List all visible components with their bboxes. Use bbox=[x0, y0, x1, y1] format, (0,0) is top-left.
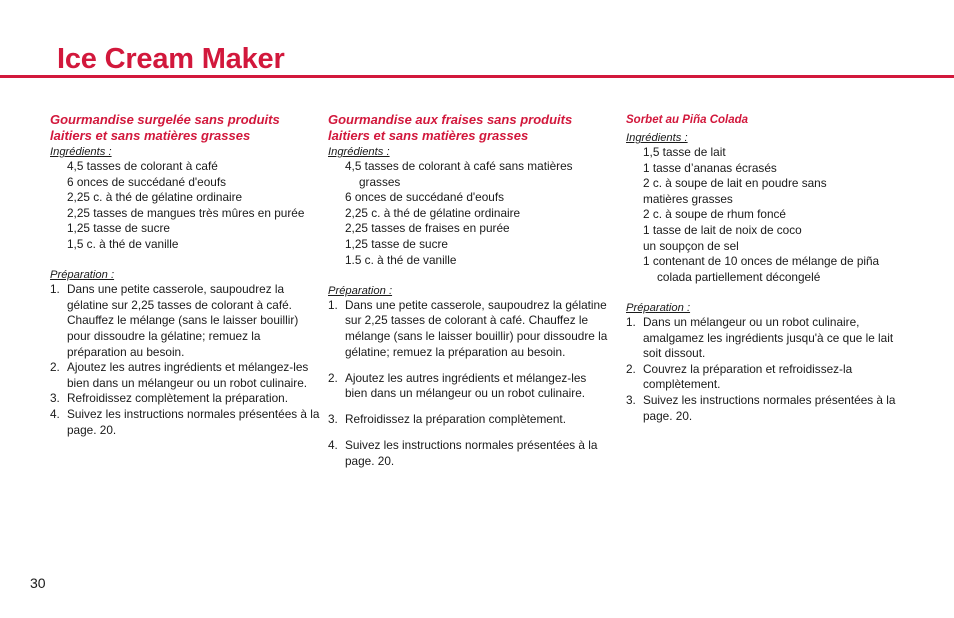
step-number: 2. bbox=[328, 370, 338, 385]
step-item bbox=[50, 407, 320, 438]
ingredient-item: matières grasses bbox=[643, 191, 733, 206]
ingredients-list bbox=[50, 159, 320, 253]
ingredient-item: 2 c. à soupe de lait en poudre sans bbox=[643, 176, 827, 191]
ingredient-item: 2,25 c. à thé de gélatine ordinaire bbox=[345, 205, 521, 220]
step-number: 2. bbox=[50, 360, 60, 375]
ingredients-label: Ingrédients : bbox=[50, 146, 112, 158]
ingredients-label: Ingrédients : bbox=[626, 132, 688, 144]
page-number: 30 bbox=[30, 575, 46, 591]
ingredient-item: 1 tasse d’ananas écrasés bbox=[643, 160, 777, 175]
page-title: Ice Cream Maker bbox=[57, 43, 285, 75]
steps-list bbox=[328, 298, 608, 470]
steps-list bbox=[626, 315, 896, 424]
step-text: Couvrez la préparation et refroidissez-la complètement. bbox=[643, 361, 853, 392]
step-number: 4. bbox=[50, 406, 60, 421]
step-number: 3. bbox=[626, 392, 636, 407]
step-item bbox=[50, 282, 320, 360]
step-number: 3. bbox=[328, 412, 338, 427]
ingredient-item: 6 onces de succédané d'eoufs bbox=[345, 190, 505, 205]
ingredients-label: Ingrédients : bbox=[328, 146, 390, 158]
preparation-label: Préparation : bbox=[328, 284, 393, 297]
step-item bbox=[328, 438, 608, 469]
step-number: 2. bbox=[626, 361, 636, 376]
ingredient-item: 2,25 tasses de fraises en purée bbox=[345, 221, 510, 236]
ingredient-item: 4,5 tasses de colorant à café bbox=[67, 159, 218, 173]
ingredient-item: 1,5 tasse de lait bbox=[643, 145, 726, 159]
step-text: Dans une petite casserole, saupoudrez la gélatine sur 2,25 tasses de colorant à café. Chauffez le mélange (sans le laisser bouillir) pour dissoudre la gélatine; remuez la préparation au besoin. bbox=[67, 282, 299, 359]
step-text: Ajoutez les autres ingrédients et mélangez-les bien dans un mélangeur ou un robot culinaire. bbox=[67, 360, 309, 390]
step-number: 4. bbox=[328, 438, 338, 453]
step-item bbox=[50, 360, 320, 391]
step-item bbox=[50, 391, 320, 407]
ingredient-item: un soupçon de sel bbox=[643, 238, 739, 253]
step-text: Refroidissez complètement la préparation. bbox=[67, 391, 288, 406]
recipe-column-1 bbox=[50, 112, 320, 438]
preparation-label: Préparation : bbox=[50, 269, 115, 282]
ingredient-item: 1.5 c. à thé de vanille bbox=[345, 252, 457, 267]
ingredient-item: 6 onces de succédané d'eoufs bbox=[67, 174, 227, 189]
recipe-title: Sorbet au Piña Colada bbox=[626, 114, 749, 126]
step-text: Suivez les instructions normales présentées à la page. 20. bbox=[345, 438, 598, 468]
step-item bbox=[328, 298, 608, 360]
ingredients-list bbox=[328, 159, 608, 268]
step-text: Ajoutez les autres ingrédients et mélangez-les bien dans un mélangeur ou un robot culinaire. bbox=[345, 370, 587, 401]
title-rule bbox=[0, 75, 954, 78]
step-item bbox=[626, 393, 896, 424]
ingredient-item: 1,5 c. à thé de vanille bbox=[67, 236, 179, 251]
step-number: 3. bbox=[50, 391, 60, 406]
recipe-column-2 bbox=[328, 112, 608, 480]
ingredient-item: 2 c. à soupe de rhum foncé bbox=[643, 207, 786, 222]
ingredient-item: 1 tasse de lait de noix de coco bbox=[643, 222, 802, 237]
ingredient-item: 2,25 tasses de mangues très mûres en purée bbox=[67, 205, 305, 220]
recipe-title: Gourmandise surgelée sans produits laitiers et sans matières grasses bbox=[50, 112, 280, 143]
ingredient-item: 1 contenant de 10 onces de mélange de piña colada partiellement décongelé bbox=[643, 254, 880, 284]
ingredients-list bbox=[626, 145, 896, 285]
step-text: Suivez les instructions normales présentées à la page. 20. bbox=[67, 406, 320, 437]
recipe-column-3 bbox=[626, 113, 896, 424]
ingredient-item: 4,5 tasses de colorant à café sans matières grasses bbox=[345, 159, 573, 189]
step-text: Dans un mélangeur ou un robot culinaire, amalgamez les ingrédients jusqu'à ce que le lait soit dissout. bbox=[643, 314, 894, 361]
step-item bbox=[328, 412, 608, 428]
steps-list bbox=[50, 282, 320, 438]
step-text: Dans une petite casserole, saupoudrez la gélatine sur 2,25 tasses de colorant à café. Chauffez le mélange (sans le laisser bouillir) pour dissoudre la gélatine; remuez la préparation au besoin. bbox=[345, 297, 608, 359]
step-item bbox=[626, 315, 896, 362]
step-item bbox=[328, 371, 608, 402]
ingredient-item: 2,25 c. à thé de gélatine ordinaire bbox=[67, 190, 243, 205]
ingredient-item: 1,25 tasse de sucre bbox=[67, 221, 170, 236]
preparation-label: Préparation : bbox=[626, 301, 691, 314]
step-number: 1. bbox=[626, 314, 636, 329]
step-item bbox=[626, 362, 896, 393]
step-number: 1. bbox=[328, 297, 338, 312]
step-number: 1. bbox=[50, 282, 60, 297]
recipe-title: Gourmandise aux fraises sans produits laitiers et sans matières grasses bbox=[328, 112, 573, 143]
step-text: Refroidissez la préparation complètement. bbox=[345, 412, 566, 427]
step-text: Suivez les instructions normales présentées à la page. 20. bbox=[643, 392, 896, 423]
ingredient-item: 1,25 tasse de sucre bbox=[345, 236, 448, 251]
